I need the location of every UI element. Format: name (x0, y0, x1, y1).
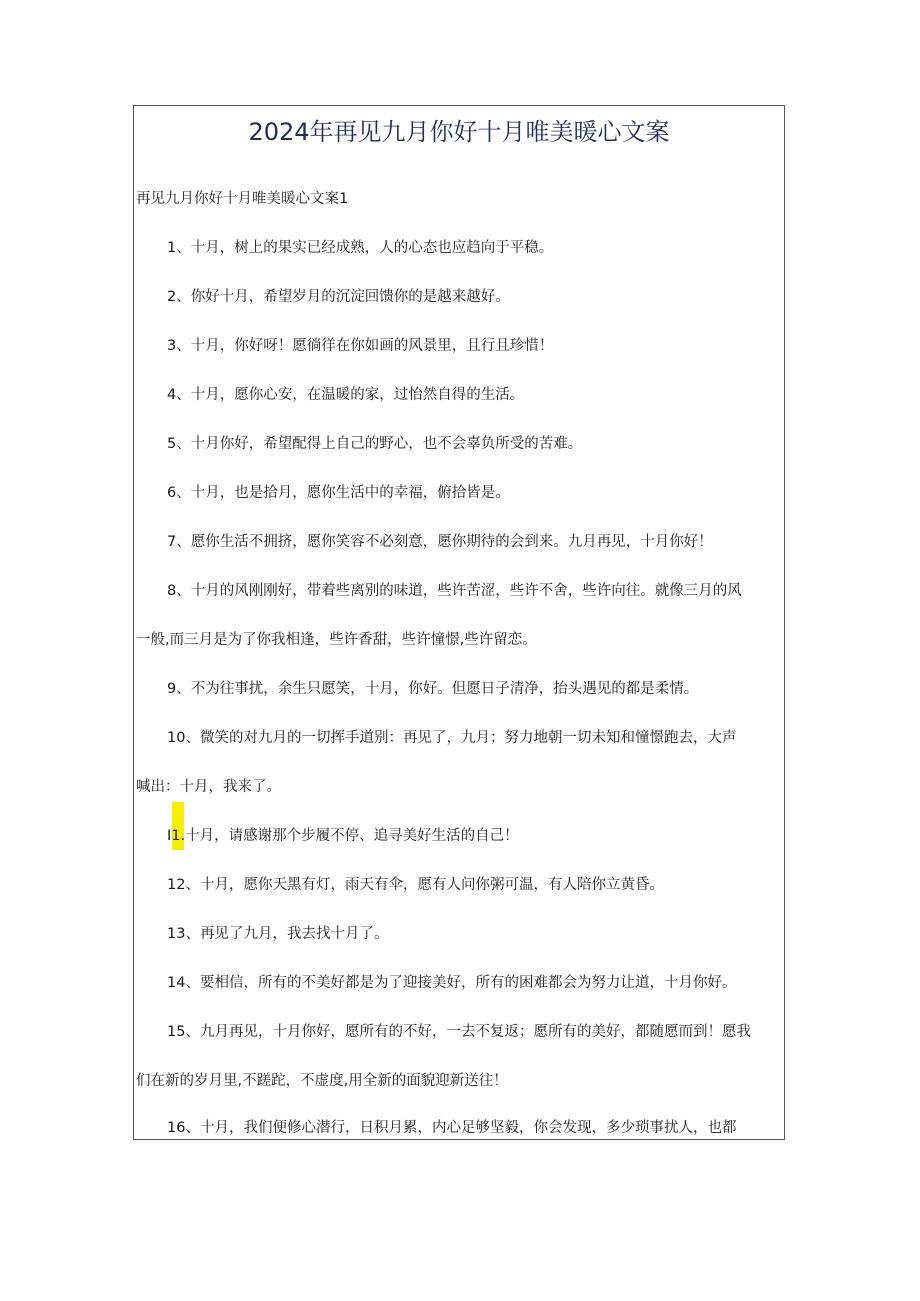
document-title: 2024年再见九月你好十月唯美暖心文案 (248, 118, 670, 146)
text-line-8: 8、十月的风刚刚好，带着些离别的味道，些许苦涩，些许不舍，些许向往。就像三月的风 (167, 583, 742, 599)
text-line-3: 3、十月，你好呀！愿徜徉在你如画的风景里，且行且珍惜！ (167, 338, 554, 354)
text-line-9: 9、不为往事扰，余生只愿笑，十月，你好。但愿日子清净，抬头遇见的都是柔情。 (167, 681, 699, 697)
text-line-16: 16、十月，我们便修心潜行，日积月累，内心足够坚毅，你会发现，多少琐事扰人，也都 (167, 1120, 737, 1136)
text-line-10: 10、微笑的对九月的一切挥手道别：再见了，九月；努力地朝一切未知和憧憬跑去，大声 (167, 730, 737, 746)
text-line-15-cont: 们在新的岁月里,不蹉跎，不虚度,用全新的面貌迎新送往！ (136, 1073, 508, 1089)
text-line-1: 1、十月，树上的果实已经成熟，人的心态也应趋向于平稳。 (167, 240, 554, 256)
text-line-14: 14、要相信，所有的不美好都是为了迎接美好，所有的困难都会为努力让道，十月你好。 (167, 975, 737, 991)
text-line-4: 4、十月，愿你心安，在温暖的家，过怡然自得的生活。 (167, 387, 525, 403)
text-line-11: I1.十月，请感谢那个步履不停、追寻美好生活的自己！ (167, 828, 519, 844)
text-line-8-cont: 一般,而三月是为了你我相逢，些许香甜，些许憧憬,些许留恋。 (136, 632, 537, 648)
text-line-12: 12、十月，愿你天黑有灯，雨天有伞，愿有人问你粥可温，有人陪你立黄昏。 (167, 877, 664, 893)
text-line-13: 13、再见了九月，我去找十月了。 (167, 926, 389, 942)
text-line-5: 5、十月你好，希望配得上自己的野心，也不会辜负所受的苦难。 (167, 436, 583, 452)
text-line-7: 7、愿你生活不拥挤，愿你笑容不必刻意，愿你期待的会到来。九月再见，十月你好！ (167, 534, 713, 550)
text-line-2: 2、你好十月，希望岁月的沉淀回馈你的是越来越好。 (167, 289, 510, 305)
section-heading: 再见九月你好十月唯美暖心文案1 (136, 191, 349, 207)
text-line-10-cont: 喊出：十月，我来了。 (136, 779, 281, 795)
text-line-15: 15、九月再见，十月你好，愿所有的不好，一去不复返；愿所有的美好，都随愿而到！愿我 (167, 1024, 751, 1040)
text-line-6: 6、十月，也是拾月，愿你生活中的幸福，俯拾皆是。 (167, 485, 510, 501)
document-page (133, 105, 785, 1140)
